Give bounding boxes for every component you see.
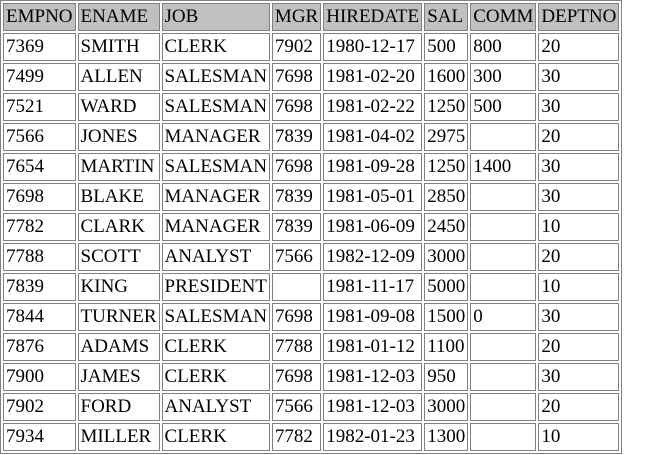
header-sal: SAL [424,3,468,31]
header-job: JOB [162,3,270,31]
table-row [3,273,619,301]
cell-comm [470,243,536,271]
cell-empno: 7844 [3,303,76,331]
cell-empno: 7876 [3,333,76,361]
cell-job: CLERK [162,363,270,391]
cell-job: CLERK [162,333,270,361]
cell-sal: 2850 [424,183,468,211]
cell-empno: 7521 [3,93,76,121]
cell-sal: 1250 [424,153,468,181]
cell-job: ANALYST [162,243,270,271]
cell-sal: 1100 [424,333,468,361]
cell-job: SALESMAN [162,153,270,181]
cell-sal: 1300 [424,423,468,451]
cell-hiredate: 1981-12-03 [323,393,422,421]
cell-empno: 7934 [3,423,76,451]
cell-deptno: 20 [538,243,619,271]
cell-empno: 7499 [3,63,76,91]
cell-hiredate: 1982-01-23 [323,423,422,451]
table-row [3,123,619,151]
table-row [3,333,619,361]
cell-deptno: 10 [538,273,619,301]
cell-deptno: 30 [538,303,619,331]
cell-mgr: 7839 [272,123,321,151]
cell-sal: 2975 [424,123,468,151]
table-row [3,363,619,391]
cell-sal: 1500 [424,303,468,331]
cell-job: SALESMAN [162,93,270,121]
cell-hiredate: 1981-11-17 [323,273,422,301]
cell-job: SALESMAN [162,63,270,91]
cell-sal: 3000 [424,393,468,421]
cell-hiredate: 1980-12-17 [323,33,422,61]
cell-hiredate: 1981-02-20 [323,63,422,91]
cell-sal: 1250 [424,93,468,121]
cell-job: CLERK [162,33,270,61]
cell-comm: 1400 [470,153,536,181]
cell-empno: 7782 [3,213,76,241]
cell-deptno: 30 [538,183,619,211]
cell-comm [470,213,536,241]
table-row [3,33,619,61]
cell-ename: CLARK [78,213,160,241]
cell-ename: MILLER [78,423,160,451]
table-row [3,393,619,421]
cell-empno: 7698 [3,183,76,211]
cell-mgr: 7788 [272,333,321,361]
cell-ename: SMITH [78,33,160,61]
cell-empno: 7839 [3,273,76,301]
cell-mgr: 7698 [272,363,321,391]
cell-hiredate: 1981-01-12 [323,333,422,361]
table-row [3,213,619,241]
table-row [3,153,619,181]
cell-deptno: 20 [538,123,619,151]
cell-sal: 2450 [424,213,468,241]
cell-deptno: 30 [538,363,619,391]
table-row [3,423,619,451]
header-row [3,3,619,31]
cell-job: ANALYST [162,393,270,421]
header-deptno: DEPTNO [538,3,619,31]
cell-hiredate: 1981-04-02 [323,123,422,151]
cell-empno: 7369 [3,33,76,61]
cell-comm [470,393,536,421]
cell-comm: 500 [470,93,536,121]
cell-job: MANAGER [162,213,270,241]
cell-mgr: 7782 [272,423,321,451]
header-ename: ENAME [78,3,160,31]
cell-empno: 7902 [3,393,76,421]
cell-job: MANAGER [162,123,270,151]
cell-ename: WARD [78,93,160,121]
cell-empno: 7900 [3,363,76,391]
cell-hiredate: 1981-06-09 [323,213,422,241]
cell-sal: 500 [424,33,468,61]
cell-comm: 800 [470,33,536,61]
cell-ename: BLAKE [78,183,160,211]
cell-comm [470,123,536,151]
cell-hiredate: 1981-02-22 [323,93,422,121]
table-row [3,183,619,211]
cell-sal: 3000 [424,243,468,271]
cell-ename: MARTIN [78,153,160,181]
cell-sal: 5000 [424,273,468,301]
cell-deptno: 30 [538,153,619,181]
cell-empno: 7788 [3,243,76,271]
cell-mgr: 7902 [272,33,321,61]
cell-mgr [272,273,321,301]
header-comm: COMM [470,3,536,31]
cell-ename: FORD [78,393,160,421]
cell-ename: ADAMS [78,333,160,361]
cell-job: MANAGER [162,183,270,211]
cell-ename: JONES [78,123,160,151]
cell-mgr: 7566 [272,393,321,421]
table-body [3,33,619,451]
cell-comm [470,273,536,301]
cell-hiredate: 1981-12-03 [323,363,422,391]
cell-job: SALESMAN [162,303,270,331]
table-row [3,63,619,91]
cell-hiredate: 1982-12-09 [323,243,422,271]
cell-deptno: 20 [538,33,619,61]
cell-comm [470,363,536,391]
cell-deptno: 20 [538,333,619,361]
cell-ename: KING [78,273,160,301]
cell-ename: SCOTT [78,243,160,271]
cell-ename: ALLEN [78,63,160,91]
cell-hiredate: 1981-05-01 [323,183,422,211]
cell-mgr: 7698 [272,303,321,331]
cell-deptno: 20 [538,393,619,421]
cell-mgr: 7839 [272,183,321,211]
cell-deptno: 30 [538,63,619,91]
cell-job: CLERK [162,423,270,451]
header-hiredate: HIREDATE [323,3,422,31]
cell-sal: 1600 [424,63,468,91]
cell-deptno: 30 [538,93,619,121]
cell-empno: 7654 [3,153,76,181]
cell-mgr: 7839 [272,213,321,241]
cell-ename: JAMES [78,363,160,391]
cell-hiredate: 1981-09-28 [323,153,422,181]
cell-hiredate: 1981-09-08 [323,303,422,331]
cell-ename: TURNER [78,303,160,331]
header-mgr: MGR [272,3,321,31]
cell-comm [470,183,536,211]
cell-mgr: 7698 [272,153,321,181]
header-empno: EMPNO [3,3,76,31]
table-header [3,3,619,31]
cell-comm [470,333,536,361]
cell-sal: 950 [424,363,468,391]
table-row [3,93,619,121]
cell-deptno: 10 [538,213,619,241]
cell-mgr: 7566 [272,243,321,271]
cell-comm: 0 [470,303,536,331]
table-row [3,303,619,331]
cell-empno: 7566 [3,123,76,151]
cell-comm: 300 [470,63,536,91]
cell-mgr: 7698 [272,63,321,91]
table-row [3,243,619,271]
cell-deptno: 10 [538,423,619,451]
cell-job: PRESIDENT [162,273,270,301]
cell-comm [470,423,536,451]
cell-mgr: 7698 [272,93,321,121]
